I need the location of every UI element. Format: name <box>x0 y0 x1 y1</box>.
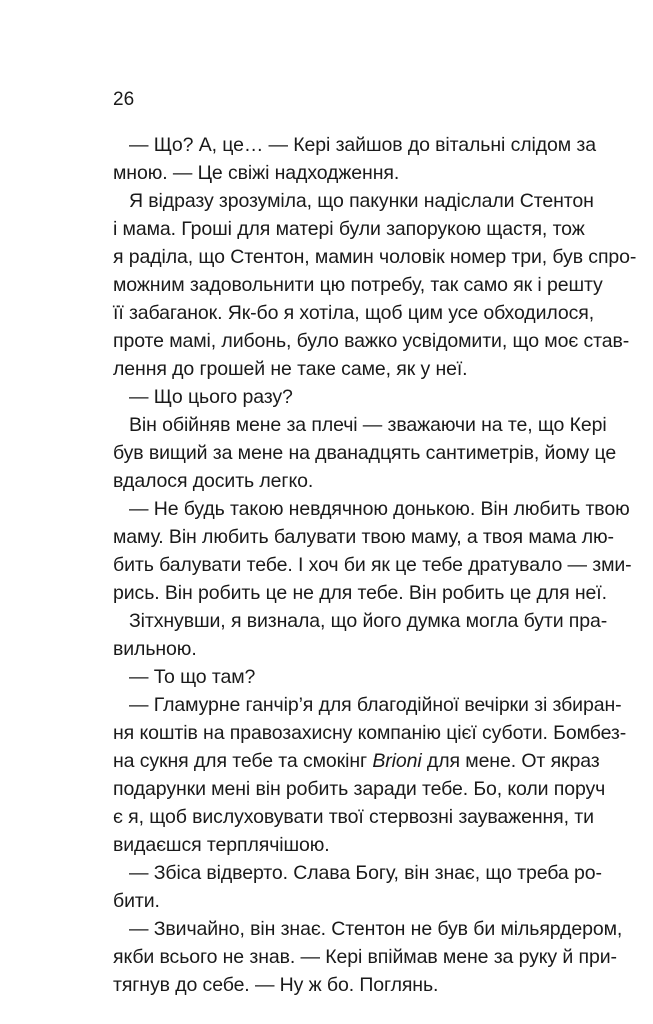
text-line <box>113 327 630 355</box>
text-line <box>113 663 575 691</box>
text-line-content: вильною. <box>113 638 197 660</box>
text-line-content: Зітхнувши, я визнала, що його думка могла бути пра- <box>129 610 608 632</box>
text-line-content: її забаганок. Як-бо я хотіла, щоб цим усе обходилося, <box>113 302 595 324</box>
text-line-content: тягнув до себе. — Ну ж бо. Поглянь. <box>113 974 439 996</box>
text-line-content: — Звичайно, він знає. Стентон не був би мільярдером, <box>129 918 623 940</box>
text-line <box>113 747 600 775</box>
text-line <box>113 467 575 495</box>
text-line-continuation: для мене. От якраз <box>421 750 600 772</box>
text-line <box>113 887 575 915</box>
text-line <box>113 803 594 831</box>
text-line-content: — Не будь такою невдячною донькою. Він любить твою <box>129 498 630 520</box>
text-line-content: вдалося досить легко. <box>113 470 314 492</box>
text-line <box>113 383 575 411</box>
text-line <box>113 215 585 243</box>
text-line <box>113 355 575 383</box>
text-line <box>113 719 627 747</box>
text-line <box>113 775 606 803</box>
text-line-content: бить балувати тебе. І хоч би як це тебе дратувало — зми- <box>113 554 632 576</box>
text-line-content: маму. Він любить балувати твою маму, а твоя мама лю- <box>113 526 614 548</box>
text-line-content: рись. Він робить це не для тебе. Він робить це для неї. <box>113 582 607 604</box>
text-line <box>113 439 617 467</box>
text-line <box>113 691 622 719</box>
text-line-content: видаєшся терплячішою. <box>113 834 330 856</box>
text-line <box>113 831 575 859</box>
text-line-content: ня коштів на правозахисну компанію цієї суботи. Бомбез- <box>113 722 627 744</box>
text-line <box>113 243 637 271</box>
text-line-content: лення до грошей не таке саме, як у неї. <box>113 358 468 380</box>
text-line-content: є я, щоб вислуховувати твої стервозні зауваження, ти <box>113 806 594 828</box>
body-text <box>113 131 637 999</box>
text-line-content: на сукня для тебе та смокінг <box>113 750 373 772</box>
text-line <box>113 523 614 551</box>
text-line-content: я раділа, що Стентон, мамин чоловік номер три, був спро- <box>113 246 637 268</box>
text-line <box>113 187 594 215</box>
text-line-content: — Що? А, це… — Кері зайшов до вітальні слідом за <box>129 134 596 156</box>
text-line-content: був вищий за мене на дванадцять сантиметрів, йому це <box>113 442 617 464</box>
italic-brand-name: Brioni <box>372 750 422 772</box>
text-line <box>113 131 596 159</box>
text-line <box>113 159 575 187</box>
text-line-content: — То що там? <box>129 666 256 688</box>
text-line <box>113 411 607 439</box>
text-line-content: бити. <box>113 890 160 912</box>
text-line <box>113 915 623 943</box>
text-line-content: можним задовольнити цю потребу, так само як і решту <box>113 274 603 296</box>
text-line <box>113 495 630 523</box>
text-line-content: — Гламурне ганчір’я для благодійної вечірки зі збиран- <box>129 694 622 716</box>
text-line-content: якби всього не знав. — Кері впіймав мене за руку й при- <box>113 946 617 968</box>
text-line <box>113 551 632 579</box>
text-line-content: Я відразу зрозуміла, що пакунки надіслали Стентон <box>129 190 594 212</box>
text-line-content: мною. — Це свіжі надходження. <box>113 162 400 184</box>
text-line <box>113 271 603 299</box>
text-line <box>113 943 617 971</box>
text-line <box>113 635 575 663</box>
text-line-content: — Що цього разу? <box>129 386 293 408</box>
text-line-content: подарунки мені він робить заради тебе. Бо, коли поруч <box>113 778 606 800</box>
text-line <box>113 299 595 327</box>
text-line-content: проте мамі, либонь, було важко усвідомити, що моє став- <box>113 330 630 352</box>
page-number: 26 <box>113 89 135 110</box>
text-line-content: і мама. Гроші для матері були запорукою щастя, тож <box>113 218 585 240</box>
text-line <box>113 607 608 635</box>
text-line <box>113 971 575 999</box>
text-line-content: Він обійняв мене за плечі — зважаючи на те, що Кері <box>129 414 607 436</box>
text-line-content: — Збіса відверто. Слава Богу, він знає, що треба ро- <box>129 862 602 884</box>
text-line <box>113 579 607 607</box>
text-line <box>113 859 602 887</box>
